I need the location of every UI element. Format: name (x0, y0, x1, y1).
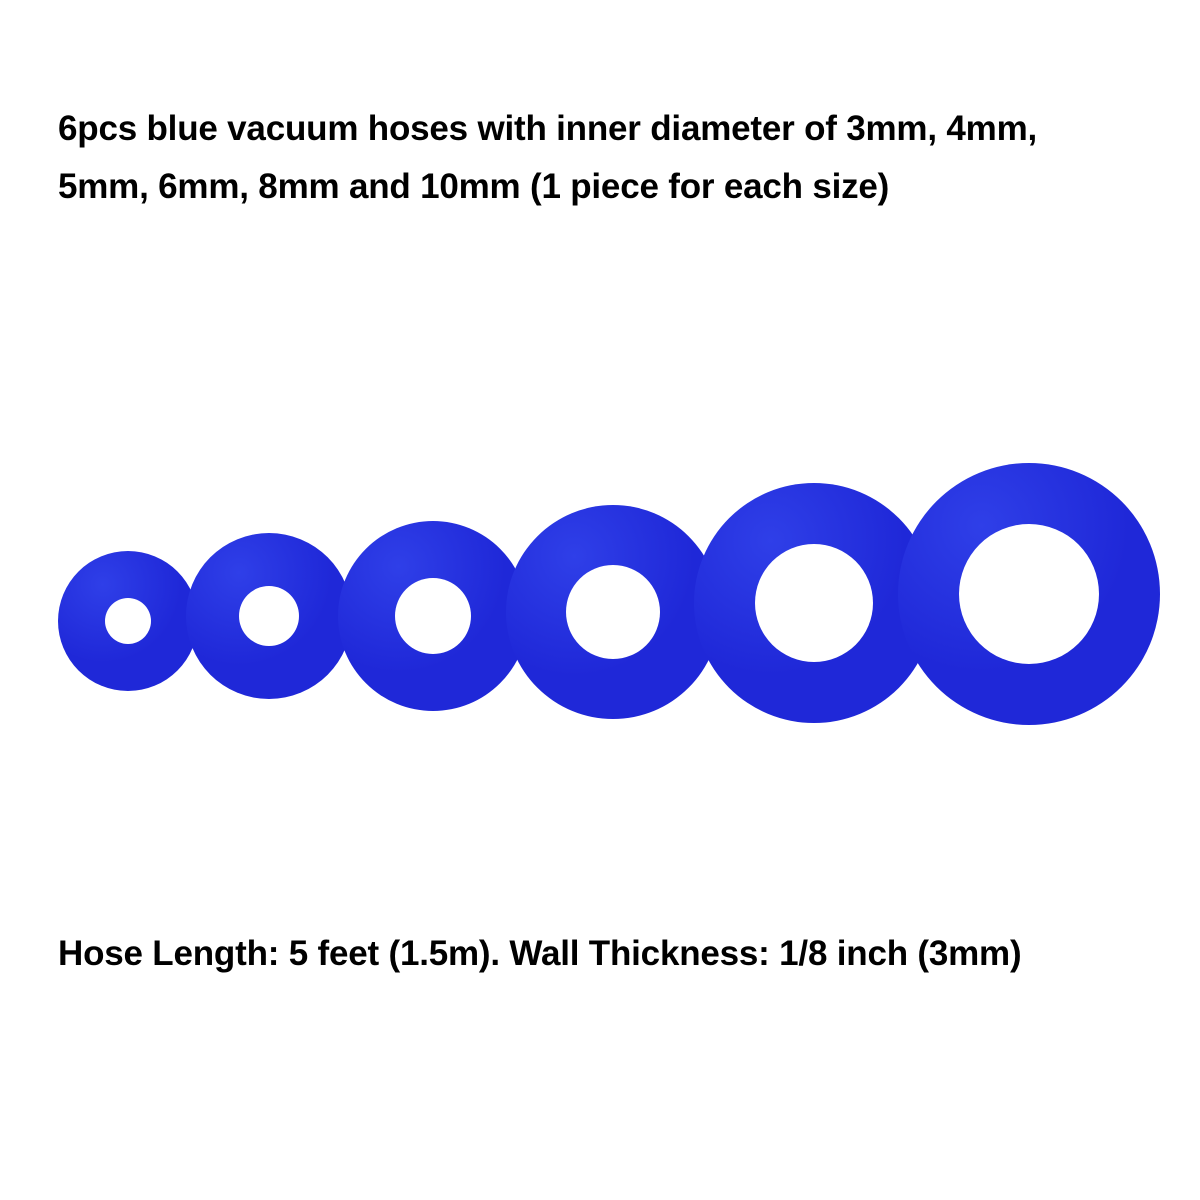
hose-ring-5mm (338, 521, 528, 711)
hose-bore-5mm (395, 578, 471, 654)
hose-cross-section-row (0, 455, 1200, 715)
hose-ring-3mm (58, 551, 198, 691)
hose-bore-4mm (239, 586, 299, 646)
top-description-text: 6pcs blue vacuum hoses with inner diameter of 3mm, 4mm, 5mm, 6mm, 8mm and 10mm (1 piece for each size) (58, 109, 1038, 206)
hose-bore-3mm (105, 598, 151, 644)
hose-bore-10mm (959, 524, 1099, 664)
hose-bore-6mm (566, 565, 660, 659)
hose-ring-10mm (898, 463, 1160, 725)
bottom-specs-text: Hose Length: 5 feet (1.5m). Wall Thickness: 1/8 inch (3mm) (58, 934, 1022, 973)
hose-bore-8mm (755, 544, 873, 662)
hose-ring-4mm (186, 533, 352, 699)
hose-ring-6mm (506, 505, 720, 719)
